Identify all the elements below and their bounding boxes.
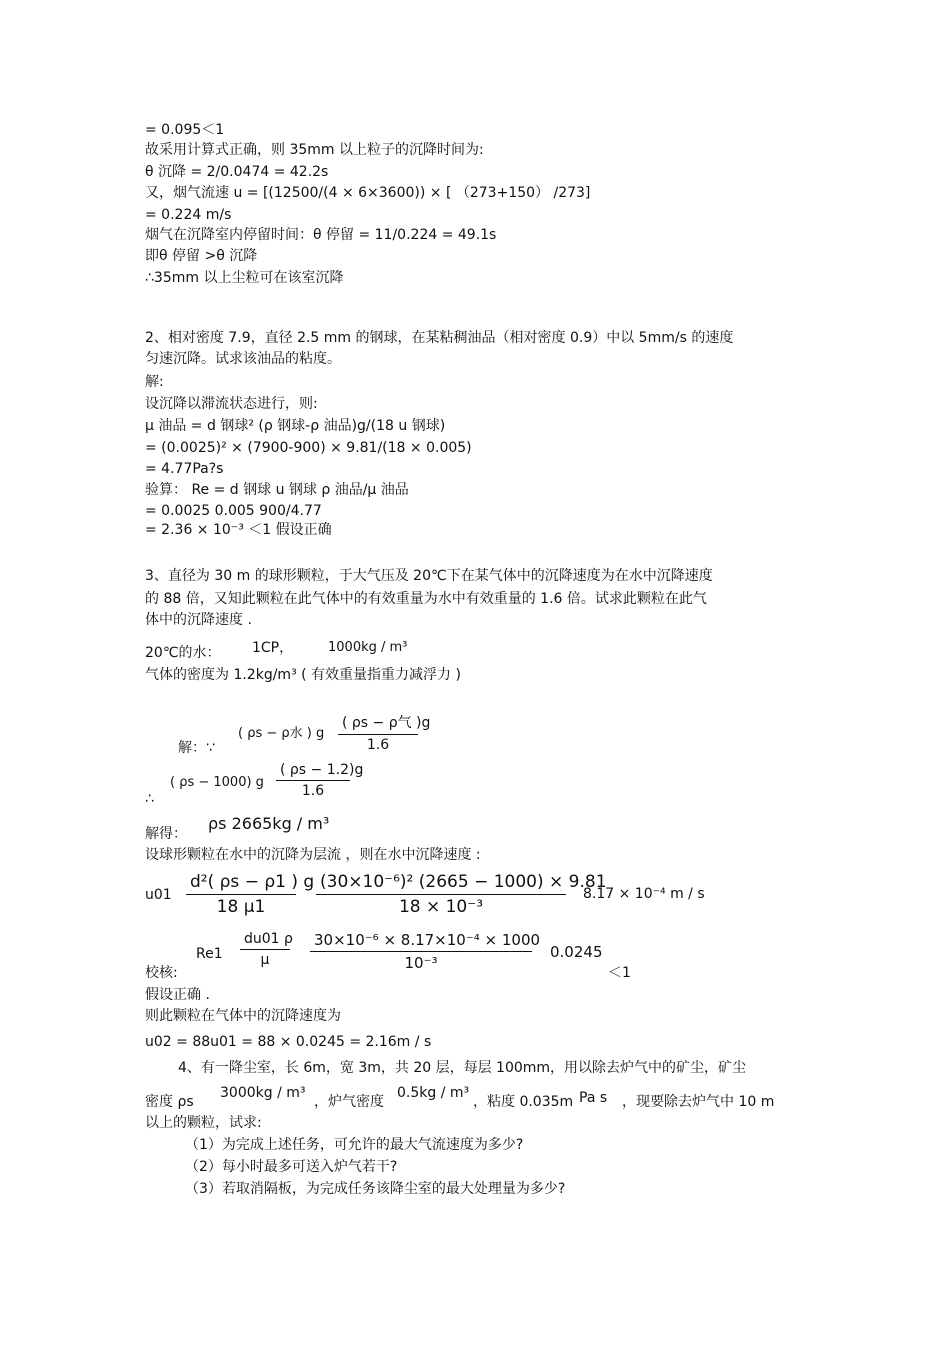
question-3-line: 的 88 倍，又知此颗粒在此气体中的有效重量为水中有效重量的 1.6 倍。试求此颗粒在此气: [145, 591, 707, 607]
fraction-numerator: ( ρs − ρ气 )g: [338, 712, 418, 735]
question-3-line: 体中的沉降速度 .: [145, 612, 252, 628]
fraction-denominator: 10⁻³: [404, 954, 438, 972]
viscosity-unit: Pa s: [579, 1090, 608, 1106]
formula-line: = (0.0025)² × (7900-900) × 9.81/(18 × 0.005): [145, 440, 472, 456]
text-line: = 0.224 m/s: [145, 207, 232, 223]
solved-value: ρs 2665kg / m³: [208, 814, 330, 833]
question-4-text: ，炉气密度: [314, 1094, 384, 1110]
formula-line: = 4.77Pa?s: [145, 461, 224, 477]
text-line: 设沉降以滞流状态进行，则:: [145, 396, 318, 412]
fraction-numerator: du01 ρ: [240, 931, 290, 950]
question-4-text: ，粘度 0.035m: [473, 1094, 574, 1110]
text-line: 故采用计算式正确，则 35mm 以上粒子的沉降时间为:: [145, 142, 484, 158]
fraction-numerator: d²( ρs − ρ1 ) g: [186, 872, 296, 895]
u01-symbol: u01: [145, 887, 172, 903]
text-line: θ 沉降 = 2/0.0474 = 42.2s: [145, 164, 329, 180]
text-line: 假设正确 .: [145, 987, 210, 1003]
text-line: 又，烟气流速 u = [(12500/(4 × 6×3600)) × [ （273+150） /273]: [145, 185, 591, 201]
text-line: 解:: [145, 374, 164, 390]
re-symbol: Re1: [196, 946, 223, 962]
re-result: 0.0245: [550, 943, 603, 961]
fraction-denominator: 18 × 10⁻³: [398, 897, 484, 917]
text-line: 烟气在沉降室内停留时间：θ 停留 = 11/0.224 = 49.1s: [145, 227, 497, 243]
question-4-text: 密度 ρs: [145, 1094, 194, 1110]
question-2-line: 匀速沉降。试求该油品的粘度。: [145, 351, 341, 367]
text-line: 则此颗粒在气体中的沉降速度为: [145, 1008, 341, 1024]
fraction-denominator: 1.6: [301, 783, 325, 799]
fraction: [316, 872, 607, 917]
fraction: [338, 712, 431, 753]
less-than-one: ＜1: [608, 965, 631, 981]
u01-result: 8.17 × 10⁻⁴ m / s: [583, 886, 705, 902]
gas-density: 0.5kg / m³: [397, 1085, 470, 1101]
formula-line: = 2.36 × 10⁻³ ＜1 假设正确: [145, 522, 332, 538]
ore-density: 3000kg / m³: [220, 1085, 306, 1101]
fraction: [276, 762, 364, 799]
formula-line: 验算： Re = d 钢球 u 钢球 ρ 油品/μ 油品: [145, 482, 409, 498]
formula-line: = 0.0025 0.005 900/4.77: [145, 503, 322, 519]
text-line: ∴35mm 以上尘粒可在该室沉降: [145, 270, 344, 286]
solution-label: 解：∵: [178, 740, 215, 756]
fraction: [240, 931, 293, 968]
text-line: = 0.095＜1: [145, 122, 225, 138]
fraction-numerator: ( ρs − 1.2)g: [276, 762, 350, 781]
u02-result: u02 = 88u01 = 88 × 0.0245 = 2.16m / s: [145, 1034, 432, 1050]
question-4-line: 4、有一降尘室，长 6m，宽 3m，共 20 层，每层 100mm，用以除去炉气中的矿尘，矿尘: [178, 1060, 747, 1076]
question-3-line: 3、直径为 30 m 的球形颗粒，于大气压及 20℃下在某气体中的沉降速度为在水中沉降速度: [145, 568, 713, 584]
fraction: [186, 872, 315, 917]
sub-question: （1）为完成上述任务，可允许的最大气流速度为多少?: [185, 1137, 524, 1153]
equation-left: ( ρs − 1000) g: [170, 775, 264, 790]
fraction-numerator: 30×10⁻⁶ × 8.17×10⁻⁴ × 1000: [310, 931, 532, 952]
solved-label: 解得：: [145, 826, 187, 842]
question-4-text: ，现要除去炉气中 10 m: [622, 1094, 775, 1110]
check-label: 校核:: [145, 965, 178, 981]
gas-density-line: 气体的密度为 1.2kg/m³ ( 有效重量指重力减浮力 ): [145, 667, 461, 683]
therefore-symbol: ∴: [145, 791, 154, 807]
sub-question: （2）每小时最多可送入炉气若干?: [185, 1159, 398, 1175]
text-line: 即θ 停留 >θ 沉降: [145, 248, 258, 264]
fraction-denominator: 1.6: [366, 737, 390, 753]
equation-left: ( ρs − ρ水 ) g: [238, 726, 325, 741]
formula-line: μ 油品 = d 钢球² (ρ 钢球-ρ 油品)g/(18 u 钢球): [145, 418, 446, 434]
sub-question: （3）若取消隔板，为完成任务该降尘室的最大处理量为多少?: [185, 1181, 566, 1197]
question-4-line: 以上的颗粒，试求:: [145, 1115, 262, 1131]
fraction-denominator: μ: [260, 952, 270, 968]
water-label: 20℃的水：: [145, 645, 221, 661]
question-2-line: 2、相对密度 7.9，直径 2.5 mm 的钢球，在某粘稠油品（相对密度 0.9）中以 5mm/s 的速度: [145, 330, 734, 346]
water-density: 1000kg / m³: [328, 640, 408, 655]
fraction-denominator: 18 μ1: [216, 897, 266, 917]
text-line: 设球形颗粒在水中的沉降为层流 ，则在水中沉降速度 :: [145, 847, 481, 863]
fraction-numerator: (30×10⁻⁶)² (2665 − 1000) × 9.81: [316, 872, 566, 895]
water-viscosity: 1CP，: [252, 640, 294, 656]
fraction: [310, 931, 541, 972]
